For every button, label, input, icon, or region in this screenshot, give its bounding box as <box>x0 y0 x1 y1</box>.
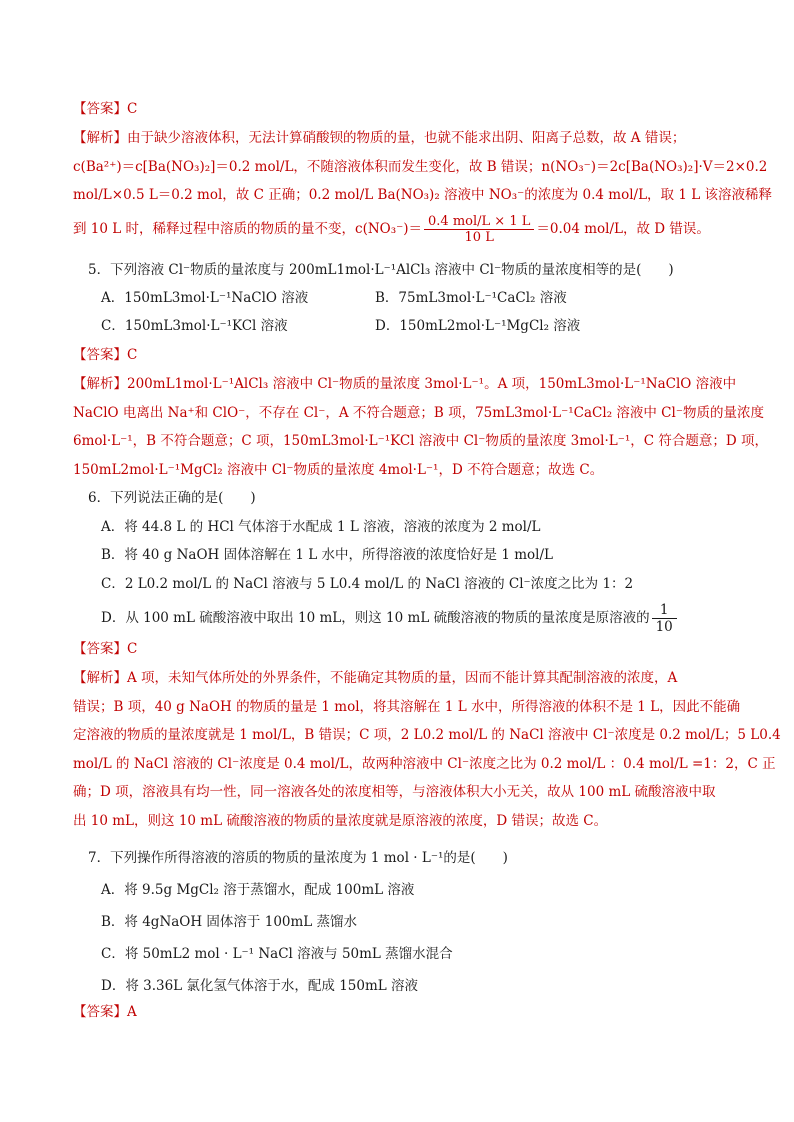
option-b: B．75mL3mol·L⁻¹CaCl₂ 溶液 <box>375 290 567 306</box>
analysis-label: 【解析】 <box>73 376 127 392</box>
option-c: C．将 50mL2 mol · L⁻¹ NaCl 溶液与 50mL 蒸馏水混合 <box>101 946 453 962</box>
q6-block <box>73 484 723 598</box>
analysis-line: mol/L 的 NaCl 溶液的 Cl⁻浓度是 0.4 mol/L，故两种溶液中 Cl⁻浓度之比为 0.2 mol/L ：0.4 mol/L =1：2，C 正 <box>73 755 776 772</box>
analysis-line: 错误；B 项，40 g NaOH 的物质的量是 1 mol，将其溶解在 1 L 水中，所得溶液的体积不是 1 L，因此不能确 <box>73 698 741 715</box>
analysis-line: 确；D 项，溶液具有均一性，同一溶液各处的浓度相等，与溶液体积大小无关，故从 100 mL 硫酸溶液中取 <box>73 784 716 800</box>
option-d: D．将 3.36L 氯化氢气体溶于水，配成 150mL 溶液 <box>101 978 419 994</box>
answer-label: 【答案】 <box>73 101 127 117</box>
option-c: C．150mL3mol·L⁻¹KCl 溶液 <box>101 318 288 334</box>
q7-block <box>73 842 723 1002</box>
fraction-numerator: 1 <box>652 602 677 619</box>
analysis-line: c(Ba²⁺)＝c[Ba(NO₃)₂]＝0.2 mol/L，不随溶液体积而发生变化，故 B 错误；n(NO₃⁻)＝2c[Ba(NO₃)₂]·V＝2×0.2 <box>73 158 768 175</box>
option-a: A．将 44.8 L 的 HCl 气体溶于水配成 1 L 溶液，溶液的浓度为 2 mol/L <box>101 518 541 535</box>
analysis-label: 【解析】 <box>73 130 127 146</box>
analysis-line-end: ＝0.04 mol/L，故 D 错误。 <box>536 221 710 237</box>
answer-value: A <box>127 1004 137 1020</box>
analysis-line: 6mol·L⁻¹，B 不符合题意；C 项，150mL3mol·L⁻¹KCl 溶液中 Cl⁻物质的量浓度 3mol·L⁻¹，C 符合题意；D 项， <box>73 433 769 449</box>
fraction-denominator: 10 <box>655 619 673 635</box>
option-a: A．将 9.5g MgCl₂ 溶于蒸馏水，配成 100mL 溶液 <box>101 882 415 898</box>
q5-options-row-2 <box>101 312 751 340</box>
analysis-line: A 项，未知气体所处的外界条件，不能确定其物质的量，因而不能计算其配制溶液的浓度，A <box>127 670 678 686</box>
question-stem: 6．下列说法正确的是( ) <box>88 490 256 506</box>
q5-stem <box>88 256 738 285</box>
analysis-label: 【解析】 <box>73 670 127 686</box>
answer-value: C <box>127 101 138 117</box>
q4-analysis-last-line <box>73 212 723 246</box>
analysis-line: 由于缺少溶液体积，无法计算硝酸钡的物质的量，也就不能求出阴、阳离子总数，故 A 错误； <box>127 130 686 146</box>
option-b: B．将 4gNaOH 固体溶于 100mL 蒸馏水 <box>101 914 358 930</box>
option-b: B．将 40 g NaOH 固体溶解在 1 L 水中，所得溶液的浓度恰好是 1 mol/L <box>101 547 553 563</box>
q6-answer <box>73 635 723 664</box>
option-c: C．2 L0.2 mol/L 的 NaCl 溶液与 5 L0.4 mol/L 的 NaCl 溶液的 Cl⁻浓度之比为 1：2 <box>101 575 634 592</box>
question-stem: 5．下列溶液 Cl⁻物质的量浓度与 200mL1mol·L⁻¹AlCl₃ 溶液中 Cl⁻物质的量浓度相等的是( ) <box>88 262 674 278</box>
analysis-line: mol/L×0.5 L＝0.2 mol，故 C 正确；0.2 mol/L Ba(NO₃)₂ 溶液中 NO₃⁻的浓度为 0.4 mol/L，取 1 L 该溶液稀释 <box>73 187 772 203</box>
analysis-line-start: 到 10 L 时，稀释过程中溶质的物质的量不变，c(NO₃⁻)＝ <box>73 221 423 237</box>
q6-option-d <box>101 598 751 638</box>
fraction <box>424 214 534 245</box>
q5-analysis <box>73 370 769 484</box>
q7-answer <box>73 998 723 1027</box>
answer-label: 【答案】 <box>73 1004 127 1020</box>
answer-value: C <box>127 347 138 363</box>
analysis-line: 出 10 mL，则这 10 mL 硫酸溶液的物质的量浓度就是原溶液的浓度，D 错误；故选 C。 <box>73 812 608 829</box>
q4-analysis <box>73 124 772 210</box>
q4-answer <box>73 95 723 124</box>
option-a: A．150mL3mol·L⁻¹NaClO 溶液 <box>101 290 309 306</box>
analysis-line: 定溶液的物质的量浓度就是 1 mol/L，B 错误；C 项，2 L0.2 mol/L 的 NaCl 溶液中 Cl⁻浓度是 0.2 mol/L；5 L0.4 <box>73 727 781 743</box>
question-stem: 7．下列操作所得溶液的溶质的物质的量浓度为 1 mol · L⁻¹的是( ) <box>88 850 508 866</box>
answer-label: 【答案】 <box>73 641 127 657</box>
q5-answer <box>73 341 723 370</box>
option-d-text: D．从 100 mL 硫酸溶液中取出 10 mL，则这 10 mL 硫酸溶液的物质的量浓度是原溶液的 <box>101 610 650 626</box>
analysis-line: 150mL2mol·L⁻¹MgCl₂ 溶液中 Cl⁻物质的量浓度 4mol·L⁻¹，D 不符合题意；故选 C。 <box>73 461 604 478</box>
analysis-line: 200mL1mol·L⁻¹AlCl₃ 溶液中 Cl⁻物质的量浓度 3mol·L⁻¹。A 项，150mL3mol·L⁻¹NaClO 溶液中 <box>127 376 737 392</box>
analysis-line: NaClO 电离出 Na⁺和 ClO⁻，不存在 Cl⁻，A 不符合题意；B 项，75mL3mol·L⁻¹CaCl₂ 溶液中 Cl⁻物质的量浓度 <box>73 404 764 421</box>
q6-analysis <box>73 664 781 835</box>
q5-options-row-1 <box>101 284 751 312</box>
answer-label: 【答案】 <box>73 347 127 363</box>
fraction-numerator: 0.4 mol/L × 1 L <box>424 214 534 230</box>
fraction <box>652 602 677 635</box>
fraction-denominator: 10 L <box>464 230 494 245</box>
option-d: D．150mL2mol·L⁻¹MgCl₂ 溶液 <box>375 318 581 334</box>
answer-value: C <box>127 641 138 657</box>
